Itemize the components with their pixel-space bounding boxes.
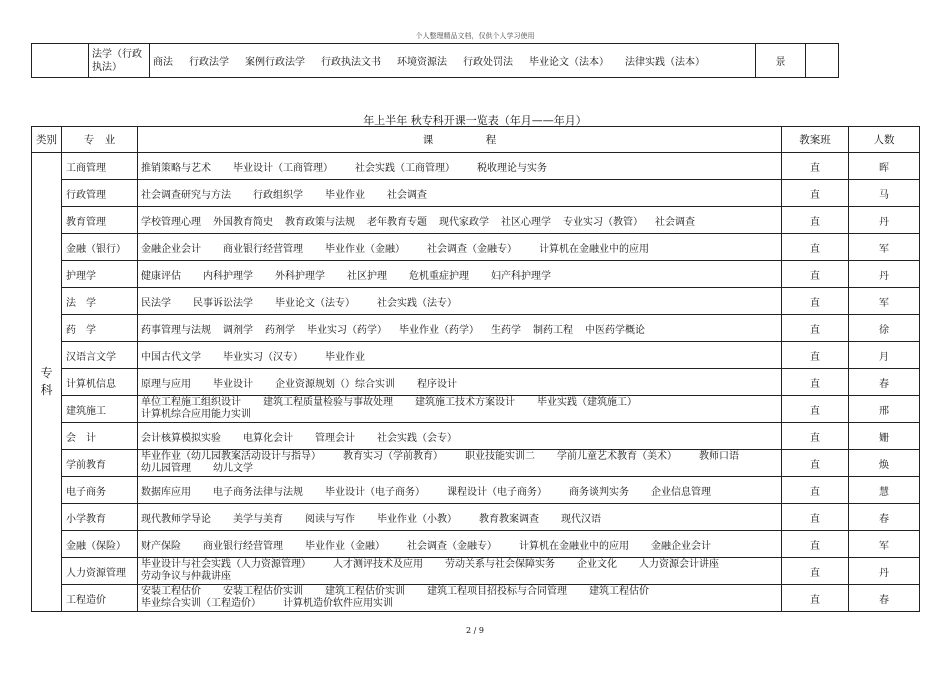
person-cell: 春: [849, 504, 920, 531]
table-row: [32, 44, 839, 78]
course-name: 幼儿文学: [213, 463, 253, 474]
course-line: [141, 586, 778, 598]
course-name: 调剂学: [223, 324, 253, 336]
person-cell: 晖: [849, 153, 920, 180]
table-row: [32, 315, 920, 342]
course-line: [141, 537, 778, 552]
class-cell: 直: [782, 369, 849, 396]
empty-cell: [806, 44, 839, 78]
person-cell: 丹: [849, 207, 920, 234]
course-name: 毕业实习（汉专）: [223, 351, 303, 363]
course-name: 案例行政法学: [245, 57, 305, 68]
course-name: 商业银行经营管理: [203, 540, 283, 552]
class-cell: 直: [782, 288, 849, 315]
course-line: [141, 186, 778, 201]
class-cell: 直: [782, 153, 849, 180]
class-cell: 直: [782, 531, 849, 558]
course-name: 企业资源规划（）综合实训: [275, 378, 395, 390]
course-name: 劳动争议与仲裁讲座: [141, 571, 231, 582]
course-name: 毕业作业（药学）: [399, 324, 479, 336]
courses-cell: [138, 558, 782, 585]
page-number: 2 / 9: [466, 626, 484, 635]
major-cell: 法学（行政执法）: [89, 44, 150, 78]
course-name: 教师口语: [699, 451, 739, 462]
table-row: [32, 153, 920, 180]
class-cell: 直: [782, 396, 849, 423]
person-cell: 军: [849, 531, 920, 558]
course-line: [141, 510, 778, 525]
course-name: 劳动关系与社会保障实务: [445, 559, 555, 570]
course-name: 药事管理与法规: [141, 324, 211, 336]
class-cell: 直: [782, 261, 849, 288]
class-cell: 直: [782, 585, 849, 612]
major-cell: 工程造价: [62, 585, 138, 612]
course-line: [141, 321, 778, 336]
course-name: 商务谈判实务: [569, 486, 629, 498]
course-name: 毕业实践（建筑施工）: [537, 397, 637, 408]
course-name: 电子商务法律与法规: [213, 486, 303, 498]
course-name: 建筑施工技术方案设计: [415, 397, 515, 408]
table-row: [32, 558, 920, 585]
course-name: 毕业设计（电子商务）: [325, 486, 425, 498]
major-cell: 小学教育: [62, 504, 138, 531]
major-cell: 汉语言文学: [62, 342, 138, 369]
course-name: 金融企业会计: [651, 540, 711, 552]
course-name: 毕业论文（法本）: [529, 57, 609, 68]
courses-cell: [138, 504, 782, 531]
course-name: 会计核算模拟实验: [141, 432, 221, 444]
course-schedule-table: [31, 126, 920, 612]
course-name: 民法学: [141, 297, 171, 309]
table-row: [32, 342, 920, 369]
course-name: 电算化会计: [243, 432, 293, 444]
course-name: 行政法学: [189, 57, 229, 68]
table-caption: 年上半年 秋专科开课一览表（年月——年月）: [363, 114, 587, 127]
course-name: 计算机综合应用能力实训: [141, 409, 251, 420]
header-category: 类别: [32, 127, 62, 153]
person-cell: 月: [849, 342, 920, 369]
course-name: 中国古代文学: [141, 351, 201, 363]
course-line: [141, 348, 778, 363]
course-name: 毕业论文（法专）: [275, 297, 355, 309]
courses-cell: [138, 369, 782, 396]
course-name: 行政处罚法: [463, 57, 513, 68]
person-cell: 邢: [849, 396, 920, 423]
table-row: [32, 423, 920, 450]
course-name: 社区护理: [347, 270, 387, 282]
table-row: [32, 180, 920, 207]
course-name: 毕业作业: [325, 189, 365, 201]
course-name: 财产保险: [141, 540, 181, 552]
courses-cell: [138, 180, 782, 207]
course-name: 管理会计: [315, 432, 355, 444]
course-line: [141, 571, 778, 583]
table-row: [32, 261, 920, 288]
course-name: 企业信息管理: [651, 486, 711, 498]
person-cell: 焕: [849, 450, 920, 477]
course-name: 毕业作业（幼儿园教案活动设计与指导）: [141, 451, 321, 462]
course-line: [141, 598, 778, 610]
course-name: 教育教案调查: [479, 513, 539, 525]
person-cell: 军: [849, 234, 920, 261]
course-line: [141, 267, 778, 282]
courses-cell: [138, 342, 782, 369]
courses-cell: [138, 261, 782, 288]
course-name: 妇产科护理学: [491, 270, 551, 282]
courses-cell: [138, 288, 782, 315]
course-name: 企业文化: [577, 559, 617, 570]
course-name: 生药学: [491, 324, 521, 336]
course-name: 现代汉语: [561, 513, 601, 525]
person-cell: 丹: [849, 261, 920, 288]
major-cell: 人力资源管理: [62, 558, 138, 585]
person-cell: 马: [849, 180, 920, 207]
major-cell: 计算机信息: [62, 369, 138, 396]
course-name: 商业银行经营管理: [223, 243, 303, 255]
course-name: 程序设计: [417, 378, 457, 390]
course-name: 民事诉讼法学: [193, 297, 253, 309]
course-name: 计算机在金融业中的应用: [519, 540, 629, 552]
course-name: 计算机造价软件应用实训: [283, 598, 393, 609]
course-name: 毕业作业（金融）: [325, 243, 405, 255]
class-cell: 直: [782, 423, 849, 450]
course-name: 单位工程施工组织设计: [141, 397, 241, 408]
courses-cell: [138, 234, 782, 261]
class-cell: 直: [782, 504, 849, 531]
class-cell: 直: [782, 450, 849, 477]
course-name: 教育政策与法规: [285, 216, 355, 228]
course-name: 老年教育专题: [367, 216, 427, 228]
course-name: 现代教师学导论: [141, 513, 211, 525]
major-cell: 建筑施工: [62, 396, 138, 423]
major-cell: 行政管理: [62, 180, 138, 207]
table-row: [32, 234, 920, 261]
person-cell: 春: [849, 369, 920, 396]
header-major: 专 业: [62, 127, 138, 153]
course-name: 建筑工程质量检验与事故处理: [263, 397, 393, 408]
course-name: 原理与应用: [141, 378, 191, 390]
course-name: 毕业作业（金融）: [305, 540, 385, 552]
header-course: 课 程: [138, 127, 782, 153]
course-name: 毕业设计（工商管理）: [233, 162, 333, 174]
class-cell: 直: [782, 207, 849, 234]
course-name: 行政组织学: [253, 189, 303, 201]
person-cell: 丹: [849, 558, 920, 585]
course-line: [141, 409, 778, 421]
course-name: 环境资源法: [397, 57, 447, 68]
course-name: 社区心理学: [501, 216, 551, 228]
course-name: 推销策略与艺术: [141, 162, 211, 174]
major-cell: 学前教育: [62, 450, 138, 477]
course-name: 法律实践（法本）: [625, 57, 705, 68]
course-name: 人才测评技术及应用: [333, 559, 423, 570]
courses-cell: [150, 44, 756, 78]
table-row: [32, 504, 920, 531]
course-name: 毕业作业（小教）: [377, 513, 457, 525]
course-name: 毕业设计: [213, 378, 253, 390]
table-row: [32, 450, 920, 477]
course-name: 毕业作业: [325, 351, 365, 363]
class-cell: 直: [782, 558, 849, 585]
course-name: 人力资源会计讲座: [639, 559, 719, 570]
courses-cell: [138, 585, 782, 612]
course-name: 内科护理学: [203, 270, 253, 282]
courses-cell: [138, 531, 782, 558]
person-cell: 徐: [849, 315, 920, 342]
teacher-cell: 景: [756, 44, 806, 78]
table-row: [32, 477, 920, 504]
course-name: 毕业设计与社会实践（人力资源管理）: [141, 559, 311, 570]
course-line: [141, 463, 778, 475]
course-name: 危机重症护理: [409, 270, 469, 282]
courses-cell: [138, 207, 782, 234]
table-row: [32, 288, 920, 315]
course-name: 社会调查研究与方法: [141, 189, 231, 201]
course-name: 中医药学概论: [585, 324, 645, 336]
major-cell: 会 计: [62, 423, 138, 450]
class-cell: 直: [782, 477, 849, 504]
course-line: [141, 240, 778, 255]
course-name: 社会实践（工商管理）: [355, 162, 455, 174]
major-cell: 教育管理: [62, 207, 138, 234]
course-name: 制药工程: [533, 324, 573, 336]
course-line: [141, 429, 778, 444]
course-line: [141, 397, 778, 409]
course-line: [141, 375, 778, 390]
course-line: [141, 483, 778, 498]
course-name: 安装工程估价实训: [223, 586, 303, 597]
major-cell: 电子商务: [62, 477, 138, 504]
person-cell: 军: [849, 288, 920, 315]
class-cell: 直: [782, 342, 849, 369]
course-name: 毕业综合实训（工程造价）: [141, 598, 261, 609]
class-cell: 直: [782, 180, 849, 207]
table-row: [32, 207, 920, 234]
course-name: 建筑工程项目招投标与合同管理: [427, 586, 567, 597]
course-name: 建筑工程估价: [589, 586, 649, 597]
class-cell: 直: [782, 234, 849, 261]
header-class: 教案班: [782, 127, 849, 153]
course-name: 社会调查: [387, 189, 427, 201]
course-name: 安装工程估价: [141, 586, 201, 597]
course-name: 社会实践（会专）: [377, 432, 457, 444]
courses-cell: [138, 153, 782, 180]
major-cell: 护理学: [62, 261, 138, 288]
category-label: 专科: [40, 366, 53, 397]
course-name: 建筑工程估价实训: [325, 586, 405, 597]
course-name: 健康评估: [141, 270, 181, 282]
course-name: 现代家政学: [439, 216, 489, 228]
course-line: [141, 451, 778, 463]
major-cell: 金融（银行）: [62, 234, 138, 261]
course-name: 社会调查（金融专）: [407, 540, 497, 552]
course-line: [141, 159, 778, 174]
course-name: 商法: [153, 57, 173, 68]
watermark-text: 个人整理精品文档，仅供个人学习使用: [415, 32, 535, 40]
course-name: 金融企业会计: [141, 243, 201, 255]
category-cell: [32, 153, 62, 612]
table-row: [32, 531, 920, 558]
course-name: 药剂学: [265, 324, 295, 336]
table-row: [32, 585, 920, 612]
course-name: 外国教育简史: [213, 216, 273, 228]
course-name: 学前儿童艺术教育（美术）: [557, 451, 677, 462]
courses-cell: [138, 396, 782, 423]
header-count: 人数: [849, 127, 920, 153]
course-name: 学校管理心理: [141, 216, 201, 228]
course-name: 行政执法文书: [321, 57, 381, 68]
course-name: 外科护理学: [275, 270, 325, 282]
person-cell: 春: [849, 585, 920, 612]
course-line: [141, 213, 778, 228]
course-name: 毕业实习（药学）: [307, 324, 387, 336]
class-cell: 直: [782, 315, 849, 342]
table-row: [32, 369, 920, 396]
courses-cell: [138, 450, 782, 477]
course-name: 数据库应用: [141, 486, 191, 498]
empty-cell: [32, 44, 89, 78]
courses-cell: [138, 315, 782, 342]
major-cell: 工商管理: [62, 153, 138, 180]
major-cell: 法 学: [62, 288, 138, 315]
major-cell: 金融（保险）: [62, 531, 138, 558]
course-name: 社会调查（金融专）: [427, 243, 517, 255]
course-name: 阅读与写作: [305, 513, 355, 525]
courses-cell: [138, 477, 782, 504]
course-line: [141, 559, 778, 571]
course-name: 幼儿园管理: [141, 463, 191, 474]
course-name: 美学与美育: [233, 513, 283, 525]
major-cell: 药 学: [62, 315, 138, 342]
person-cell: 慧: [849, 477, 920, 504]
person-cell: 姗: [849, 423, 920, 450]
course-name: 职业技能实训二: [465, 451, 535, 462]
course-name: 社会调查: [655, 216, 695, 228]
course-line: [141, 294, 778, 309]
course-name: 专业实习（教管）: [563, 216, 643, 228]
course-name: 计算机在金融业中的应用: [539, 243, 649, 255]
header-row: [32, 127, 920, 153]
table-row: [32, 396, 920, 423]
course-name: 社会实践（法专）: [377, 297, 457, 309]
course-name: 教育实习（学前教育）: [343, 451, 443, 462]
courses-cell: [138, 423, 782, 450]
previous-page-table: [31, 43, 839, 78]
course-name: 税收理论与实务: [477, 162, 547, 174]
course-name: 课程设计（电子商务）: [447, 486, 547, 498]
